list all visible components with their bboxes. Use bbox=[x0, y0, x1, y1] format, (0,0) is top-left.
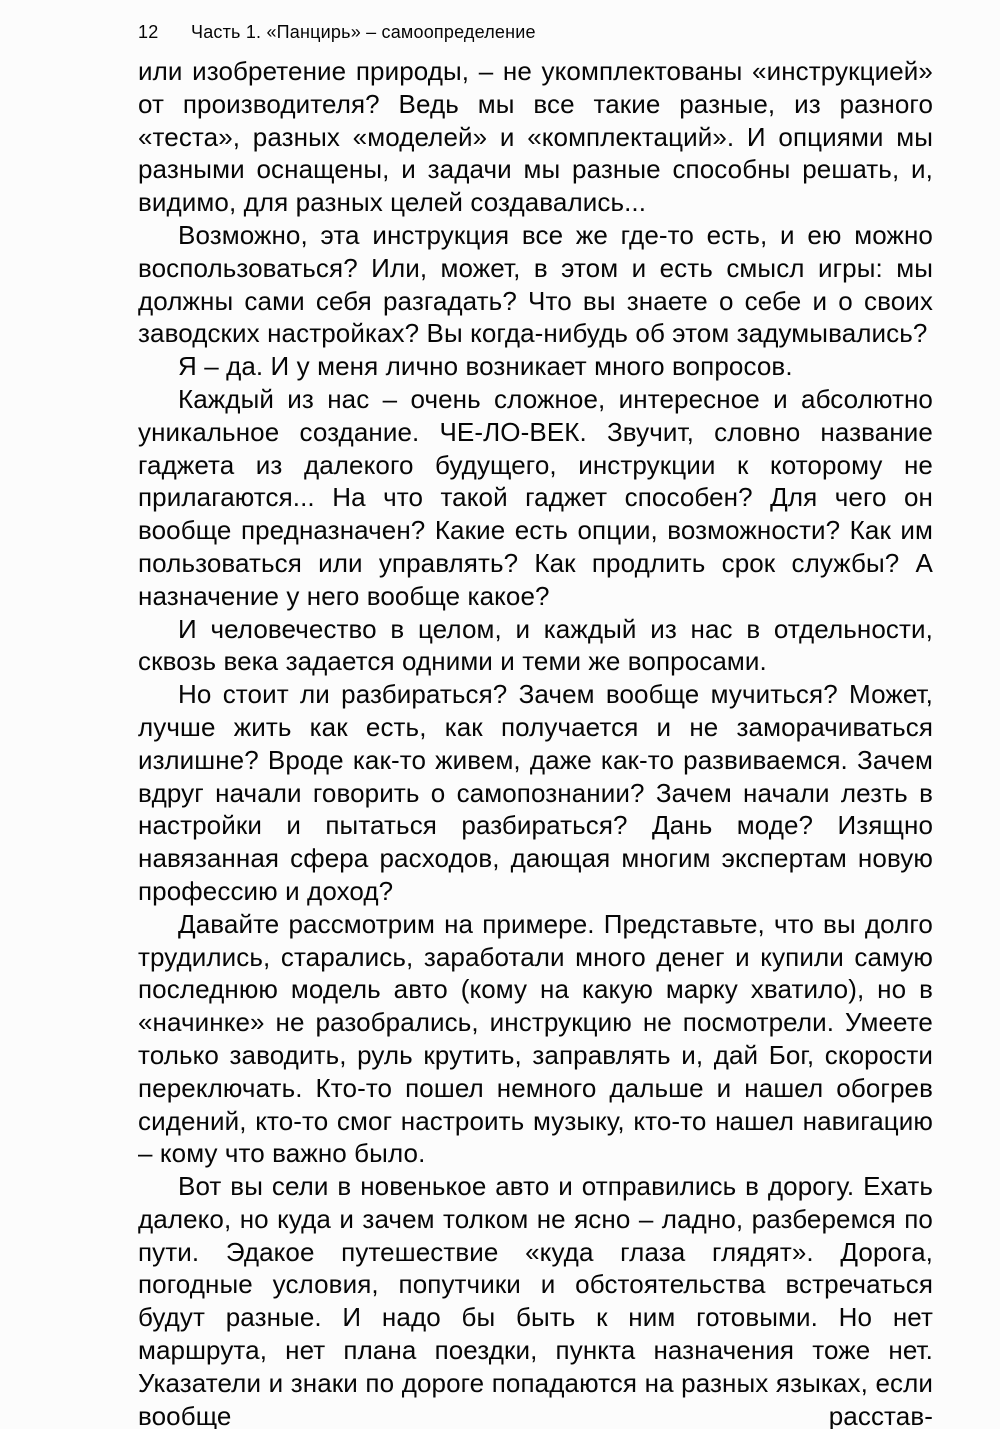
paragraph: Вот вы сели в новенькое авто и отправились в дорогу. Ехать далеко, но куда и зачем толком не ясно – ладно, разберемся по пути. Эдакое путешествие «куда глаза глядят». Дорога, погодные условия, попутчики и обстоятельства встречаться будут разные. И надо бы быть к ним готовыми. Но нет маршрута, нет плана поездки, пункта назначения тоже нет. Указатели и знаки по дороге попадаются на разных языках, если вообще расстав- bbox=[138, 1171, 933, 1429]
paragraph: И человечество в целом, и каждый из нас в отдельности, сквозь века задается одними и теми же вопросами. bbox=[138, 613, 933, 677]
paragraph: Я – да. И у меня лично возникает много вопросов. bbox=[178, 351, 793, 382]
paragraph: Давайте рассмотрим на примере. Представьте, что вы долго трудились, старались, заработали много денег и купили самую последнюю модель авто (кому на какую марку хватило), но в «начинке» не разобрались, инструкцию не посмотрели. Умеете только заводить, руль крутить, заправлять и, дай Бог, скорости переключать. Кто-то пошел немного дальше и нашел обогрев сидений, кто-то смог настроить музыку, кто-то нашел навигацию – кому что важно было. bbox=[138, 908, 933, 1169]
body-text bbox=[138, 55, 933, 1429]
paragraph: Но стоит ли разбираться? Зачем вообще мучиться? Может, лучше жить как есть, как получается и не заморачиваться излишне? Вроде как-то живем, даже как-то развиваемся. Зачем вдруг начали говорить о самопознании? Зачем начали лезть в настройки и пытаться разбираться? Дань моде? Изящно навязанная сфера расходов, дающая многим экспертам новую профессию и доход? bbox=[138, 679, 933, 906]
running-title: Часть 1. «Панцирь» – самоопределение bbox=[191, 22, 536, 42]
paragraph: Возможно, эта инструкция все же где-то есть, и ею можно воспользоваться? Или, может, в этом и есть смысл игры: мы должны сами себя разгадать? Что вы знаете о себе и о своих заводских настройках? Вы когда-нибудь об этом задумывались? bbox=[138, 219, 933, 349]
page-header bbox=[138, 21, 933, 43]
paragraph: Каждый из нас – очень сложное, интересное и абсолютно уникальное создание. ЧЕ-ЛО-ВЕК. Звучит, словно название гаджета из далекого будущего, инструкции к которому не прилагаются... На что такой гаджет способен? Для чего он вообще предназначен? Какие есть опции, возможности? Как им пользоваться или управлять? Как продлить срок службы? А назначение у него вообще какое? bbox=[138, 383, 933, 611]
page-number: 12 bbox=[138, 22, 159, 42]
paragraph: или изобретение природы, – не укомплектованы «инструкцией» от производителя? Ведь мы все такие разные, из разного «теста», разных «моделей» и «комплектаций». И опциями мы разными оснащены, и задачи мы разные способны решать, и, видимо, для разных целей создавались... bbox=[138, 56, 933, 218]
